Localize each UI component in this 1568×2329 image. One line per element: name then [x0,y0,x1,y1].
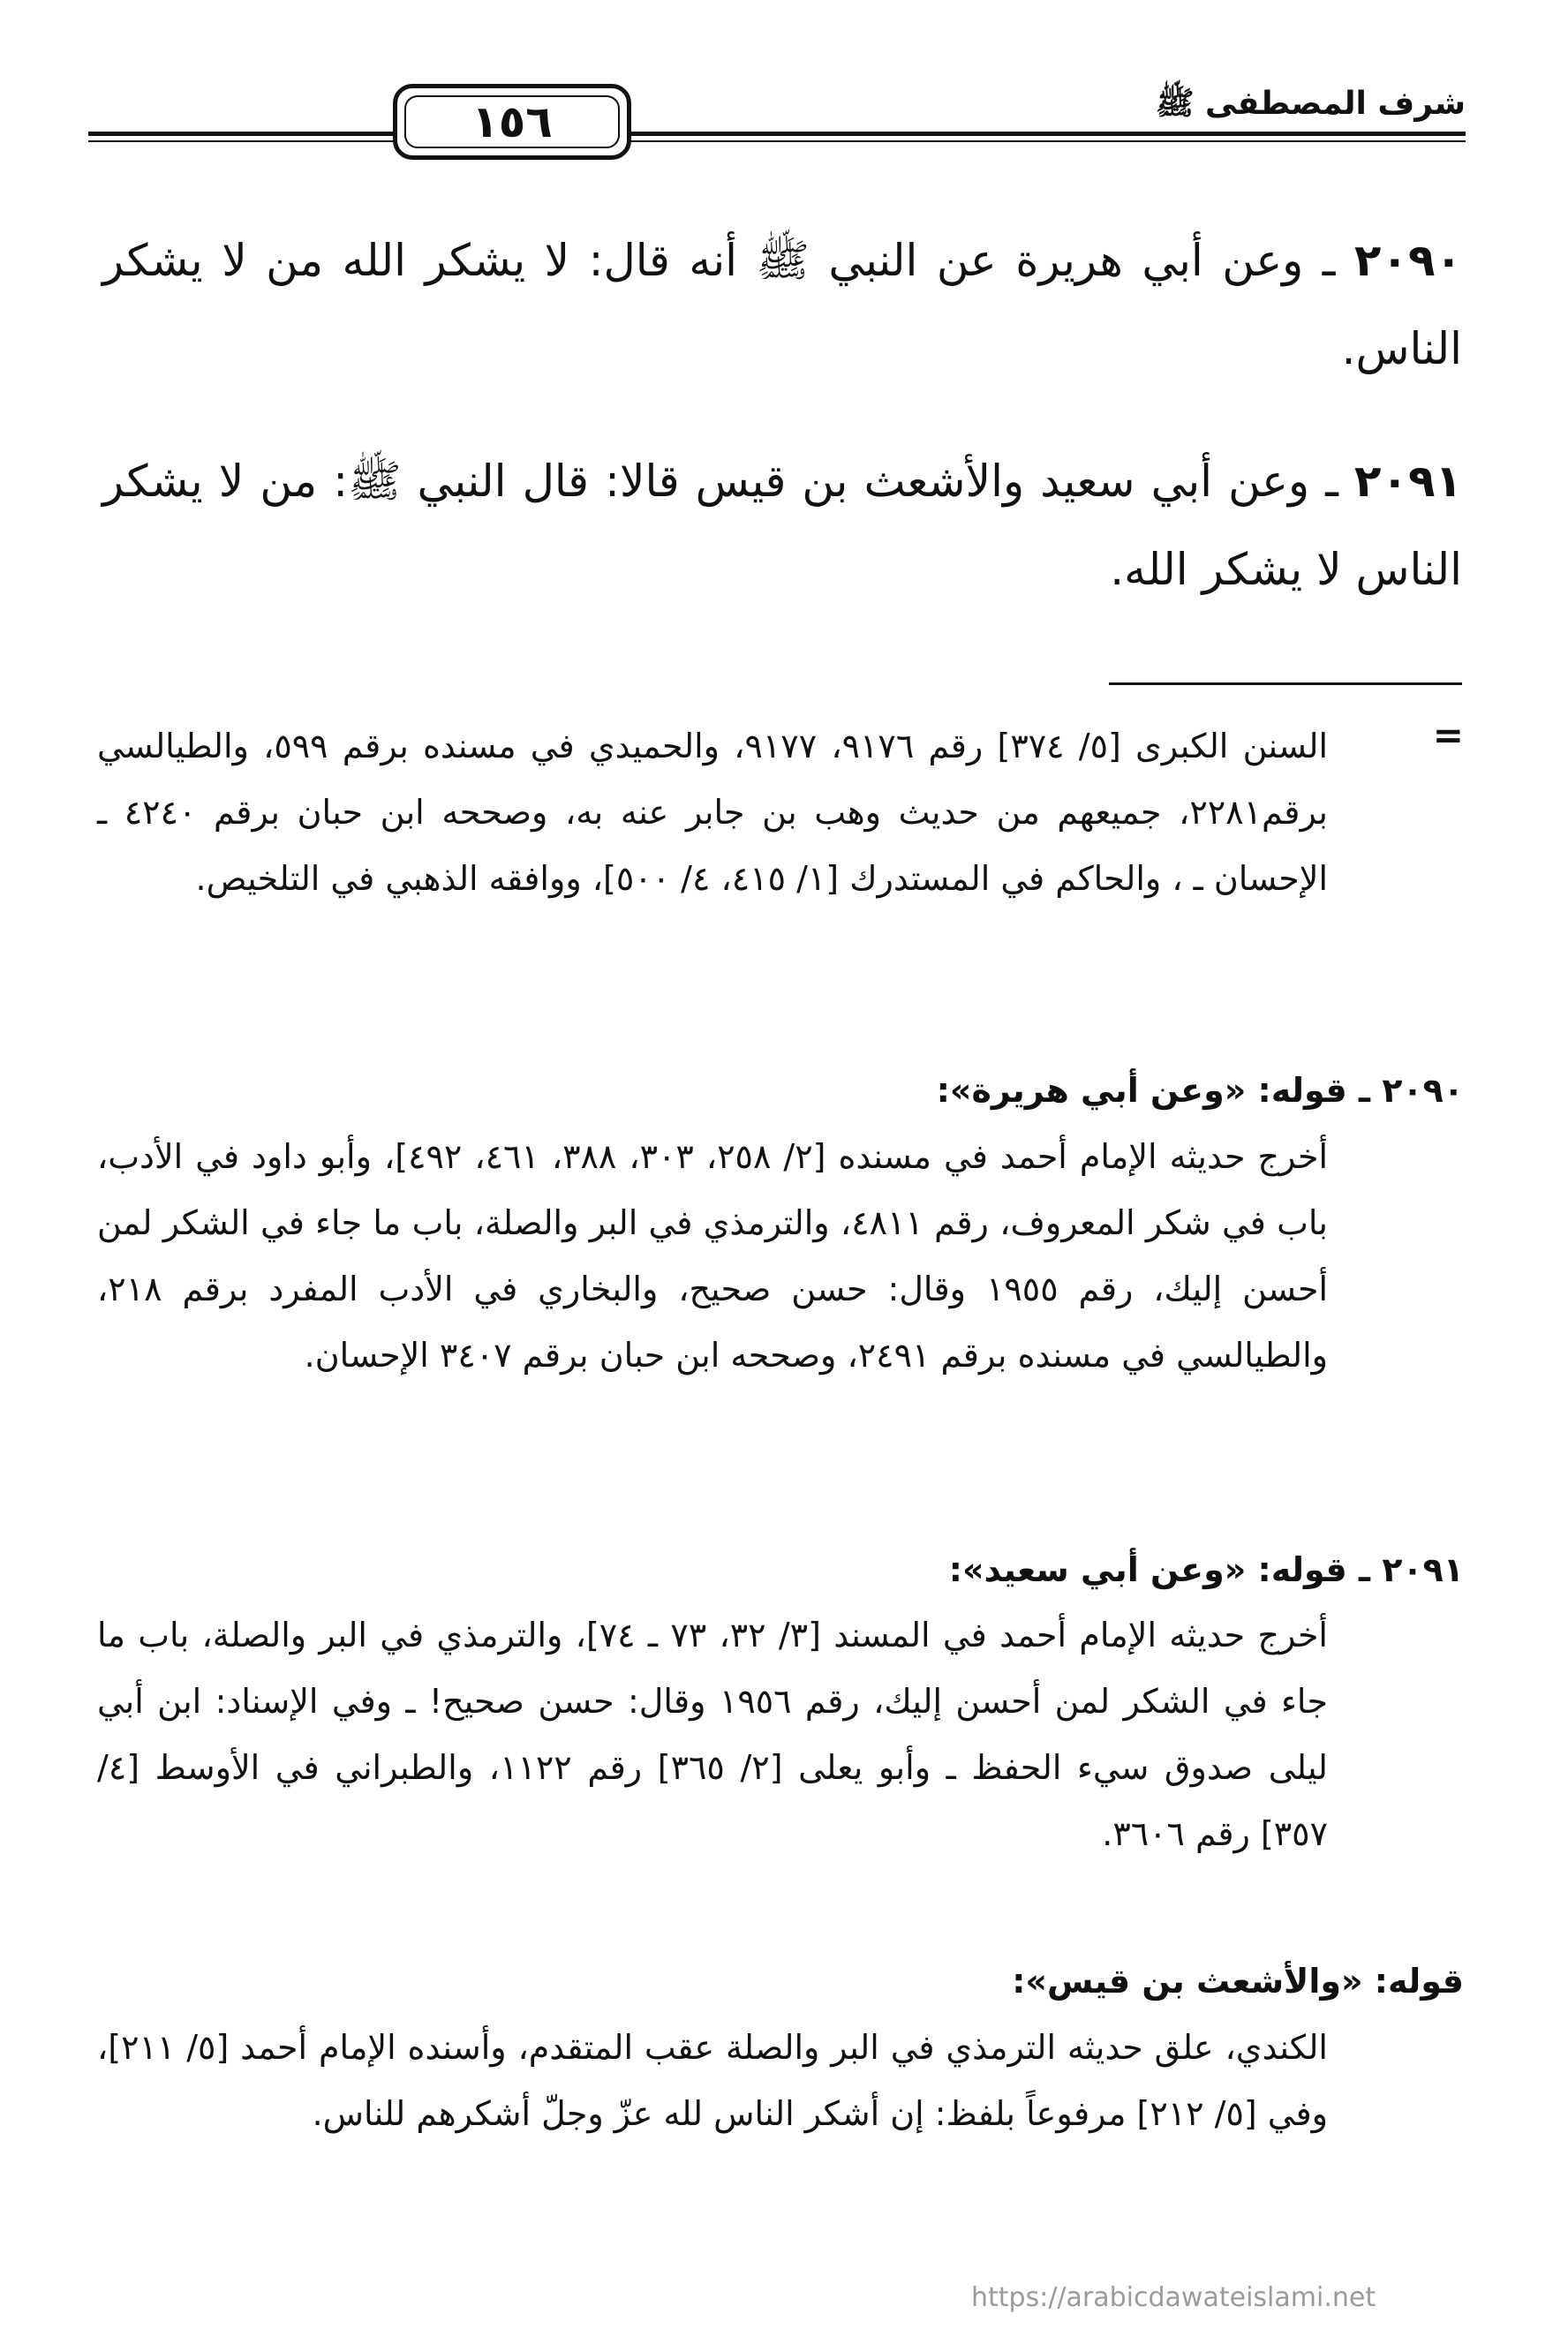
footnote-separator [1109,682,1462,685]
footnote-heading-quote: «وعن أبي سعيد»: [948,1550,1247,1589]
footnote-continuation: السنن الكبرى [٥/ ٣٧٤] رقم ٩١٧٦، ٩١٧٧، والحميدي في مسنده برقم ٥٩٩، والطيالسي برقم٢٢٨١، جميعهم من حديث وهب بن جابر عنه به، وصححه ابن حبان برقم ٤٢٤٠ ـ الإحسان ـ ، والحاكم في المستدرك [١/ ٤١٥، ٤/ ٥٠٠]، ووافقه الذهبي في التلخيص. [97,727,1329,898]
header-rule-thick [88,132,1466,136]
watermark: https://arabicdawateislami.net [971,2282,1376,2313]
continuation-mark: = [1432,713,1464,757]
footnote-heading-qays [95,1948,1464,2015]
hadith-2090 [102,216,1462,393]
page-number-frame [393,84,631,160]
footnote-body-2091: أخرج حديثه الإمام أحمد في المسند [٣/ ٣٢، ٧٣ ـ ٧٤]، والترمذي في البر والصلة، باب ما جاء في الشكر لمن أحسن إليك، رقم ١٩٥٦ وقال: حسن صحيح! ـ وفي الإسناد: ابن أبي ليلى صدوق سيء الحفظ ـ وأبو يعلى [٢/ ٣٦٥] رقم ١١٢٢، والطبراني في الأوسط [٤/ ٣٥٧] رقم ٣٦٠٦. [97,1616,1328,1853]
hadith-text: ـ وعن أبي هريرة عن النبي ﷺ أنه قال: لا يشكر الله من لا يشكر الناس. [102,235,1462,374]
header-rule-thin [88,140,1466,142]
footnote-body-qays: الكندي، علق حديثه الترمذي في البر والصلة عقب المتقدم، وأسنده الإمام أحمد [٥/ ٢١١]، وفي [٥/ ٢١٢] مرفوعاً بلفظ: إن أشكر الناس لله عزّ وجلّ أشكرهم للناس. [97,2028,1328,2133]
footnote-heading-2090 [95,1058,1464,1124]
hadith-number: ٢٠٩١ [1353,456,1462,507]
hadith-2091 [102,437,1462,614]
running-title: شرف المصطفى ﷺ [1155,86,1466,122]
hadith-text: ـ وعن أبي سعيد والأشعث بن قيس قالا: قال النبي ﷺ: من لا يشكر الناس لا يشكر الله. [102,456,1462,595]
page-header [88,84,1466,163]
footnote-heading-label: قوله: [1362,1962,1464,2001]
footnote-body-2090: أخرج حديثه الإمام أحمد في مسنده [٢/ ٢٥٨، ٣٠٣، ٣٨٨، ٤٦١، ٤٩٢]، وأبو داود في الأدب، باب في شكر المعروف، رقم ٤٨١١، والترمذي في البر والصلة، باب ما جاء في الشكر لمن أحسن إليك، رقم ١٩٥٥ وقال: حسن صحيح، والبخاري في الأدب المفرد برقم ٢١٨، والطيالسي في مسنده برقم ٢٤٩١، وصححه ابن حبان برقم ٣٤٠٧ الإحسان. [97,1137,1328,1375]
page-number: ١٥٦ [471,96,553,147]
footnote-heading-2091 [95,1537,1464,1603]
footnote-heading-label: ٢٠٩١ ـ قوله: [1246,1550,1464,1589]
footnote-heading-quote: «وعن أبي هريرة»: [936,1071,1247,1110]
footnote-heading-quote: «والأشعث بن قيس»: [1012,1962,1363,2001]
hadith-number: ٢٠٩٠ [1353,235,1462,286]
footnote-heading-label: ٢٠٩٠ ـ قوله: [1246,1071,1464,1110]
